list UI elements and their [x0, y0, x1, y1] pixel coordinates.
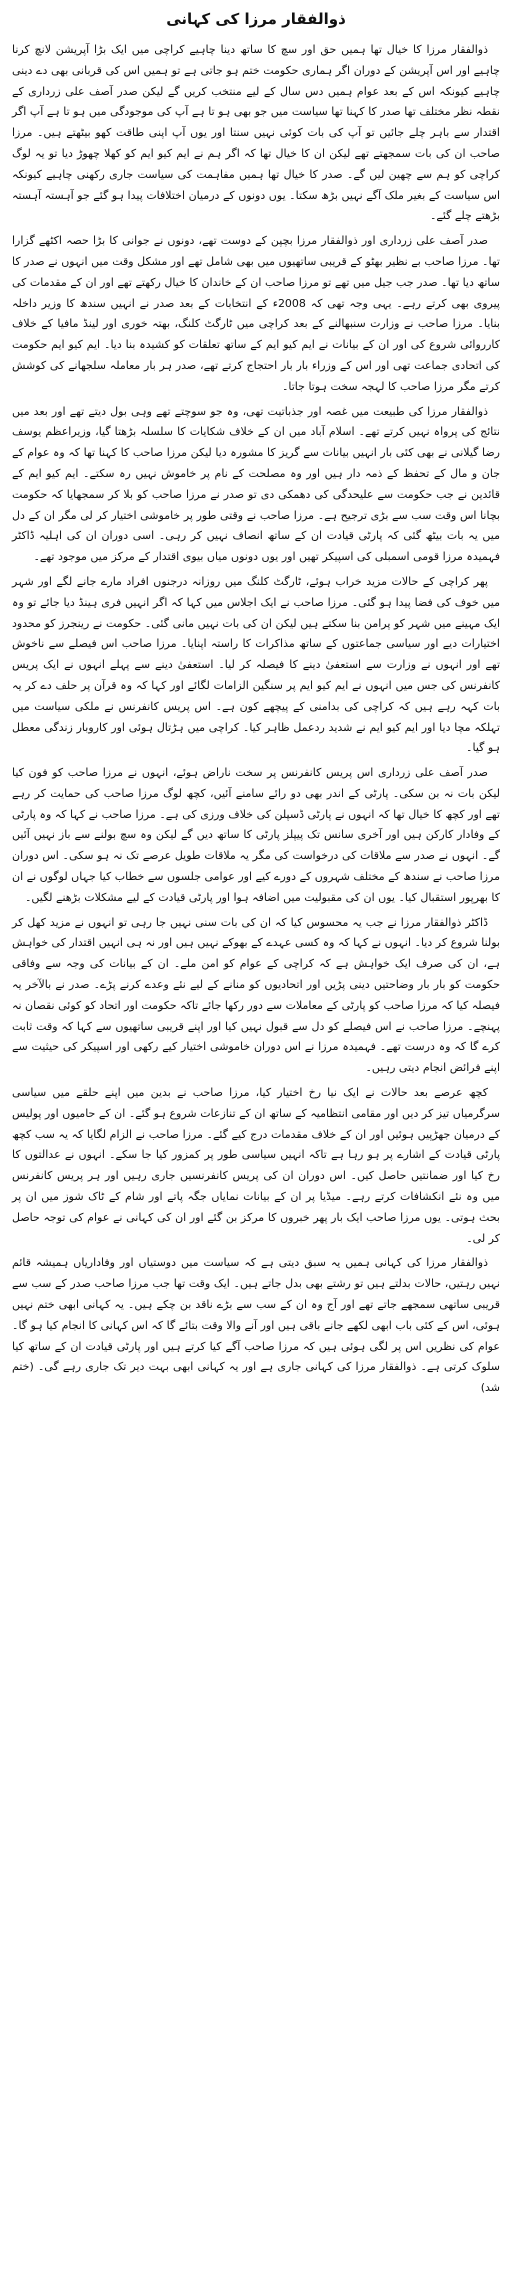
- article-paragraph: پھر کراچی کے حالات مزید خراب ہوئے، ٹارگٹ کلنگ میں روزانہ درجنوں افراد مارے جانے لگے اور شہر میں خوف کی فضا پیدا ہو گئی۔ مرزا صاحب نے ایک اجلاس میں کہا کہ اگر انہیں فری ہینڈ دیا جائے تو وہ ایک مہینے میں شہر کو پرامن بنا سکتے ہیں لیکن ان کی بات نہیں مانی گئی۔ حکومت نے رینجرز کو محدود اختیارات دیے اور سیاسی جماعتوں کے ساتھ مذاکرات کا راستہ اپنایا۔ مرزا صاحب اس فیصلے سے ناخوش تھے اور انہوں نے وزارت سے استعفیٰ دینے کا فیصلہ کر لیا۔ استعفیٰ دینے سے پہلے انہوں نے ایک پریس کانفرنس کی جس میں انہوں نے ایم کیو ایم پر سنگین الزامات لگائے اور کہا کہ وہ قرآن پر حلف دے کر یہ بات کہہ رہے ہیں کہ کراچی کی بدامنی کے پیچھے کون ہے۔ اس پریس کانفرنس نے ملکی سیاست میں تہلکہ مچا دیا اور ایم کیو ایم نے شدید ردعمل ظاہر کیا۔ کراچی میں ہڑتال ہوئی اور کاروبار زندگی معطل ہو گیا۔: [12, 574, 500, 755]
- article-paragraph: ذوالفقار مرزا کی طبیعت میں غصہ اور جذباتیت تھی، وہ جو سوچتے تھے وہی بول دیتے تھے اور بعد میں نتائج کی پرواہ نہیں کرتے تھے۔ اسلام آباد میں ان کے خلاف شکایات کا سلسلہ بڑھتا گیا، وزیراعظم یوسف رضا گیلانی نے بھی کئی بار انہیں بیانات سے گریز کا مشورہ دیا لیکن مرزا صاحب کا کہنا تھا کہ وہ عوام کے جان و مال کے تحفظ کے ذمہ دار ہیں اور وہ مصلحت کے نام پر خاموش نہیں رہ سکتے۔ ایم کیو ایم کے قائدین نے جب حکومت سے علیحدگی کی دھمکی دی تو صدر نے مرزا صاحب کو بلا کر سمجھایا کہ حکومت بچانا اس وقت سب سے بڑی ترجیح ہے۔ مرزا صاحب نے وقتی طور پر خاموشی اختیار کر لی مگر ان کے دل میں یہ بات بیٹھ گئی کہ پارٹی قیادت ان کے ساتھ انصاف نہیں کر رہی۔ اسی دوران ان کی اہلیہ ڈاکٹر فہمیدہ مرزا قومی اسمبلی کی اسپیکر تھیں اور یوں دونوں میاں بیوی اقتدار کے مرکز میں موجود تھے۔: [12, 404, 500, 564]
- article-title: ذوالفقار مرزا کی کہانی: [166, 10, 346, 28]
- article-paragraph: کچھ عرصے بعد حالات نے ایک نیا رخ اختیار کیا، مرزا صاحب نے بدین میں اپنے حلقے میں سیاسی سرگرمیاں تیز کر دیں اور مقامی انتظامیہ کے ساتھ ان کے تنازعات شروع ہو گئے۔ ان کے حامیوں اور پولیس کے درمیان جھڑپیں ہوئیں اور ان کے خلاف مقدمات درج کیے گئے۔ مرزا صاحب نے الزام لگایا کہ یہ سب کچھ پارٹی قیادت کے اشارے پر ہو رہا ہے تاکہ انہیں سیاسی طور پر کمزور کیا جا سکے۔ انہوں نے عدالتوں کا رخ کیا اور ضمانتیں حاصل کیں۔ اس دوران ان کی پریس کانفرنسیں جاری رہیں اور ہر پریس کانفرنس میں وہ نئے انکشافات کرتے رہے۔ میڈیا پر ان کے بیانات نمایاں جگہ پاتے اور شام کے ٹاک شوز میں ان پر بحث ہوتی۔ یوں مرزا صاحب ایک بار پھر خبروں کا مرکز بن گئے اور ان کی کہانی نے عوام کی توجہ حاصل کر لی۔: [12, 1086, 500, 1245]
- article-paragraph: صدر آصف علی زرداری اور ذوالفقار مرزا بچپن کے دوست تھے، دونوں نے جوانی کا بڑا حصہ اکٹھے گزارا تھا۔ مرزا صاحب بے نظیر بھٹو کے قریبی ساتھیوں میں بھی شامل تھے اور مشکل وقت میں انہوں نے صدر کا ساتھ دیا تھا۔ صدر جب جیل میں تھے تو مرزا صاحب ان کے خاندان کا خیال رکھتے تھے اور ان کے مقدمات کی پیروی بھی کرتے رہے۔ یہی وجہ تھی کہ 2008ء کے انتخابات کے بعد صدر نے انہیں سندھ کا وزیر داخلہ بنایا۔ مرزا صاحب نے وزارت سنبھالنے کے بعد کراچی میں ٹارگٹ کلنگ، بھتہ خوری اور لینڈ مافیا کے خلاف کارروائی شروع کی اور ان کے بیانات نے ایم کیو ایم کے ساتھ تعلقات کو کشیدہ بنا دیا۔ ایم کیو ایم حکومت کی اتحادی جماعت تھی اور اس کے وزراء بار بار احتجاج کرتے تھے، صدر ہر بار معاملہ سلجھانے کی کوشش کرتے مگر مرزا صاحب کا لہجہ سخت ہوتا جاتا۔: [12, 234, 500, 393]
- article-paragraph: ذوالفقار مرزا کا خیال تھا ہمیں حق اور سچ کا ساتھ دینا چاہیے کراچی میں ایک بڑا آپریشن لانچ کرنا چاہیے اور اس آپریشن کے دوران اگر ہماری حکومت ختم ہو جاتی ہے تو ہمیں اس کی قربانی بھی دے دینی چاہیے کیونکہ اس کے بعد عوام ہمیں دس سال کے لیے منتخب کریں گے لیکن صدر آصف علی زرداری کے نقطہ نظر مختلف تھا صدر کا کہنا تھا سیاست میں جو بھی ہو تا ہے آپ کی موجودگی میں ہو تا ہے آپ اگر اقتدار سے باہر چلے جائیں تو آپ کی بات کوئی نہیں سنتا اور یوں آپ اپنی طاقت کھو بیٹھتے ہیں۔ مرزا صاحب ان کی بات سمجھتے تھے لیکن ان کا خیال تھا کہ اگر ہم نے ایم کیو ایم کو کھلا چھوڑ دیا تو یہ لوگ کراچی کو ہم سے چھین لیں گے۔ صدر کا خیال تھا ہمیں مفاہمت کی سیاست جاری رکھنی چاہیے کیونکہ اس سیاست کے بغیر ملک آگے نہیں بڑھ سکتا۔ یوں دونوں کے درمیان اختلافات پیدا ہو گئے جو آہستہ آہستہ بڑھتے چلے گئے۔: [12, 43, 500, 223]
- article-paragraph: صدر آصف علی زرداری اس پریس کانفرنس پر سخت ناراض ہوئے، انہوں نے مرزا صاحب کو فون کیا لیکن بات نہ بن سکی۔ پارٹی کے اندر بھی دو رائے سامنے آئیں، کچھ لوگ مرزا صاحب کی حمایت کر رہے تھے اور کچھ کا خیال تھا کہ انہوں نے پارٹی ڈسپلن کی خلاف ورزی کی ہے۔ مرزا صاحب نے کہا کہ وہ پارٹی کے وفادار کارکن ہیں اور آخری سانس تک پیپلز پارٹی کا ساتھ دیں گے لیکن وہ سچ بولنے سے باز نہیں آئیں گے۔ انہوں نے صدر سے ملاقات کی درخواست کی مگر یہ ملاقات طویل عرصے تک نہ ہو سکی۔ اس دوران مرزا صاحب نے سندھ کے مختلف شہروں کے دورے کیے اور عوامی جلسوں سے خطاب کیا جہاں لوگوں نے ان کا بھرپور استقبال کیا۔ یوں ان کی مقبولیت میں اضافہ ہوا اور پارٹی قیادت کے لیے مشکلات بڑھنے لگیں۔: [12, 766, 500, 904]
- article-paragraph: ڈاکٹر ذوالفقار مرزا نے جب یہ محسوس کیا کہ ان کی بات سنی نہیں جا رہی تو انہوں نے مزید کھل کر بولنا شروع کر دیا۔ انہوں نے کہا کہ وہ کسی عہدے کے بھوکے نہیں ہیں اور نہ ہی انہیں اقتدار کی خواہش ہے، ان کی صرف ایک خواہش ہے کہ کراچی کے عوام کو امن ملے۔ ان کے بیانات کی وجہ سے وفاقی حکومت کو بار بار وضاحتیں دینی پڑیں اور اتحادیوں کو منانے کے لیے نئے وعدے کرنے پڑے۔ صدر نے بالآخر یہ فیصلہ کیا کہ مرزا صاحب کو پارٹی کے معاملات سے دور رکھا جائے تاکہ حکومت اور اتحاد کو کوئی نقصان نہ پہنچے۔ مرزا صاحب نے اس فیصلے کو دل سے قبول نہیں کیا اور اپنے قریبی ساتھیوں سے کہا کہ وقت ثابت کرے گا کہ وہ درست تھے۔ فہمیدہ مرزا نے اس دوران خاموشی اختیار کیے رکھی اور اسپیکر کی حیثیت سے اپنے فرائض انجام دیتی رہیں۔: [12, 915, 500, 1075]
- article-body: [12, 40, 500, 1399]
- article-paragraph: ذوالفقار مرزا کی کہانی ہمیں یہ سبق دیتی ہے کہ سیاست میں دوستیاں اور وفاداریاں ہمیشہ قائم نہیں رہتیں، حالات بدلتے ہیں تو رشتے بھی بدل جاتے ہیں۔ ایک وقت تھا جب مرزا صاحب صدر کے سب سے قریبی ساتھی سمجھے جاتے تھے اور آج وہ ان کے سب سے بڑے ناقد بن چکے ہیں۔ یہ کہانی ابھی ختم نہیں ہوئی، اس کے کئی باب ابھی لکھے جانے باقی ہیں اور آنے والا وقت بتائے گا کہ اس کہانی کا انجام کیا ہو گا۔ عوام کی نظریں اس پر لگی ہوئی ہیں کہ مرزا صاحب آگے کیا کرتے ہیں اور پارٹی قیادت ان کے ساتھ کیا سلوک کرتی ہے۔ ذوالفقار مرزا کی کہانی جاری ہے اور یہ کہانی ابھی بہت دیر تک جاری رہے گی۔ (ختم شد): [12, 1256, 500, 1395]
